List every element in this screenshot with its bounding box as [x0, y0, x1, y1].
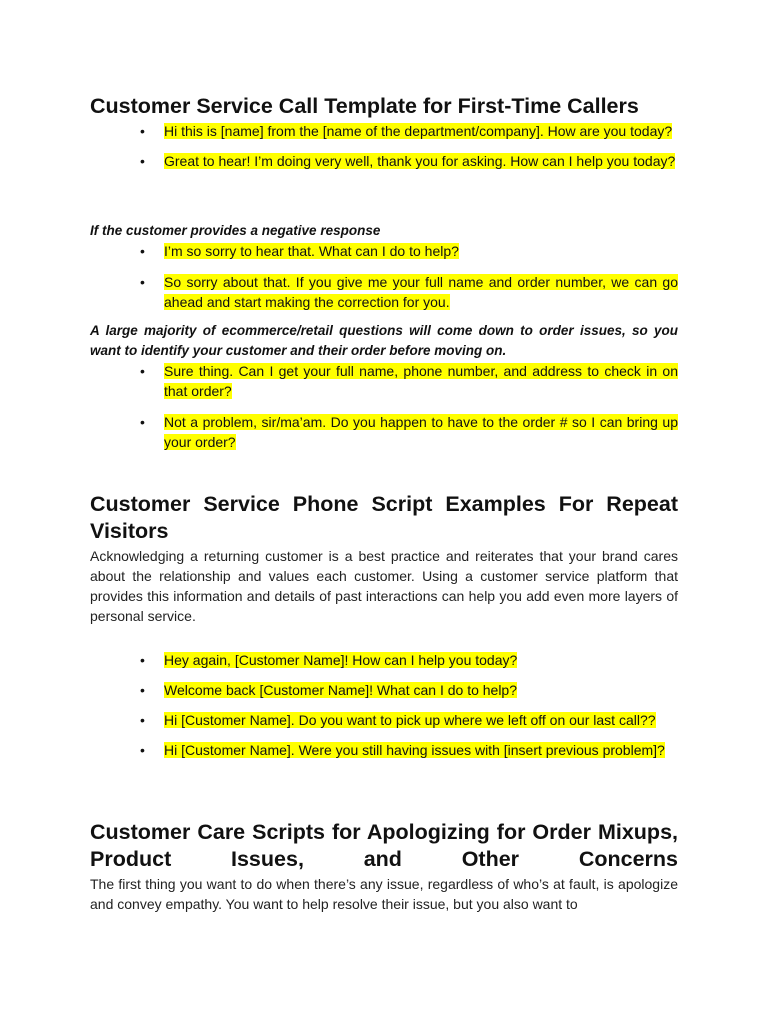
highlighted-text: Hey again, [Customer Name]! How can I help you today?	[164, 652, 518, 668]
highlighted-text: So sorry about that. If you give me your full name and order number, we can go ahead and start making the correction for you.	[164, 274, 678, 310]
bullet-icon: •	[140, 123, 145, 139]
section-heading-apologizing: Customer Care Scripts for Apologizing for Order Mixups, Product Issues, and Other Concerns	[90, 820, 678, 871]
bullet-list-repeat	[90, 650, 678, 760]
paragraph-returning-customer: Acknowledging a returning customer is a best practice and reiterates that your brand cares about the relationship and values each customer. Using a customer service platform that provides this information and details of past interactions can help you add even more layers of personal service.	[90, 548, 678, 624]
highlighted-text: Not a problem, sir/ma’am. Do you happen to have to the order # so I can bring up your order?	[164, 414, 678, 450]
bullet-icon: •	[140, 652, 145, 668]
bullet-icon: •	[140, 682, 145, 698]
highlighted-text: Hi this is [name] from the [name of the department/company]. How are you today?	[164, 123, 673, 139]
bullet-icon: •	[140, 712, 145, 728]
section-heading-first-time-callers: Customer Service Call Template for First-Time Callers	[90, 94, 639, 118]
bullet-icon: •	[140, 363, 145, 379]
bullet-list-greeting	[90, 121, 678, 171]
highlighted-text: Hi [Customer Name]. Were you still having issues with [insert previous problem]?	[164, 742, 665, 758]
list-item	[90, 412, 678, 452]
bullet-list-order	[90, 361, 678, 452]
list-item	[90, 241, 678, 261]
bullet-icon: •	[140, 274, 145, 290]
note-negative-response: If the customer provides a negative response	[90, 223, 381, 238]
highlighted-text: I’m so sorry to hear that. What can I do to help?	[164, 243, 459, 259]
list-item	[90, 680, 678, 700]
bullet-icon: •	[140, 153, 145, 169]
list-item	[90, 650, 678, 670]
bullet-icon: •	[140, 742, 145, 758]
list-item	[90, 121, 678, 141]
highlighted-text: Welcome back [Customer Name]! What can I do to help?	[164, 682, 518, 698]
section-heading-repeat-visitors: Customer Service Phone Script Examples For Repeat Visitors	[90, 492, 678, 543]
highlighted-text: Great to hear! I’m doing very well, thank you for asking. How can I help you today?	[164, 153, 676, 169]
list-item	[90, 710, 678, 730]
paragraph-apologize: The first thing you want to do when there’s any issue, regardless of who’s at fault, is apologize and convey empathy. You want to help resolve their issue, but you also want to	[90, 876, 678, 912]
list-item	[90, 272, 678, 312]
highlighted-text: Sure thing. Can I get your full name, phone number, and address to check in on that order?	[164, 363, 678, 399]
note-order-issues: A large majority of ecommerce/retail questions will come down to order issues, so you want to identify your customer and their order before moving on.	[90, 323, 678, 358]
highlighted-text: Hi [Customer Name]. Do you want to pick up where we left off on our last call??	[164, 712, 656, 728]
bullet-icon: •	[140, 243, 145, 259]
list-item	[90, 740, 678, 760]
bullet-icon: •	[140, 414, 145, 430]
bullet-list-negative	[90, 241, 678, 312]
list-item	[90, 151, 678, 171]
list-item	[90, 361, 678, 401]
